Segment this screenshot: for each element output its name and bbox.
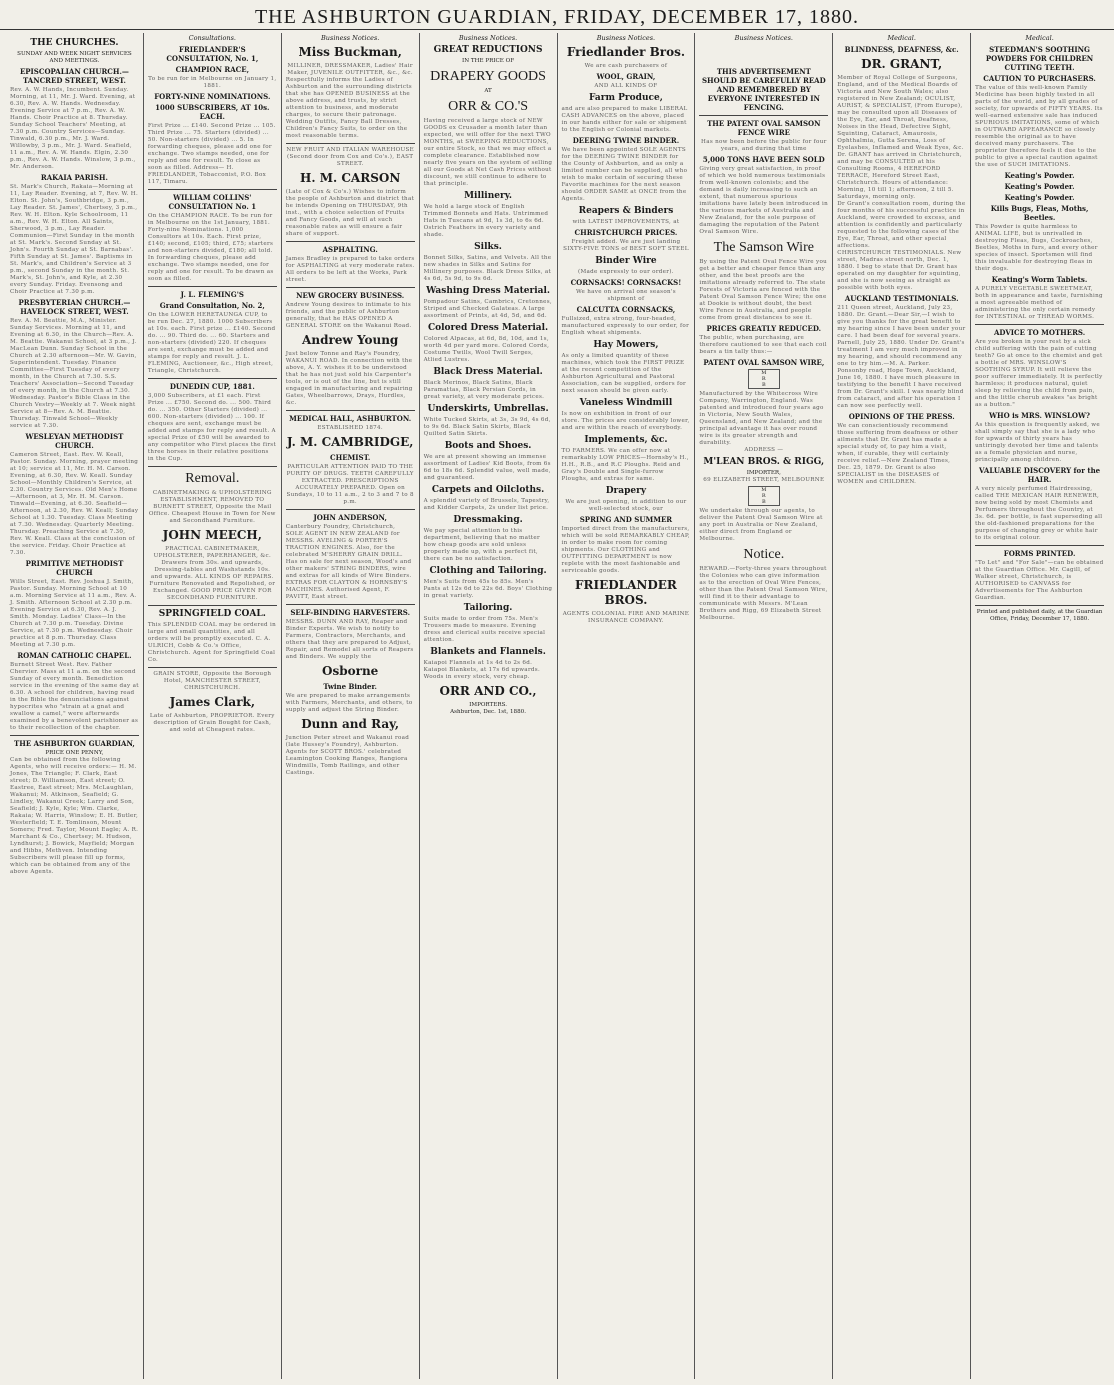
farm-produce: Farm Produce, <box>589 93 663 103</box>
wesleyan-heading: WESLEYAN METHODIST CHURCH. <box>25 432 124 450</box>
hay-mowers: Hay Mowers, <box>593 340 659 350</box>
tailoring-heading: Tailoring. <box>463 603 513 613</box>
primitive-heading: PRIMITIVE METHODIST CHURCH <box>25 559 124 577</box>
collins-consultation: WILLIAM COLLINS' CONSULTATION No. 1 <box>168 193 257 211</box>
patent-wire-heading: THE PATENT OVAL SAMSON FENCE WIRE <box>707 119 821 137</box>
friedlander-bros: Friedlander Bros. <box>566 45 686 59</box>
blindness-heading: BLINDNESS, DEAFNESS, &c. <box>844 45 959 54</box>
grand-consultation: Grand Consultation, No. 2, <box>159 301 265 310</box>
column-medical-2: Medical. STEEDMAN'S SOOTHING POWDERS FOR CHILDREN CUTTING TEETH. CAUTION TO PURCHASERS. The value of this well-known Family Medicine has been highly tested in all parts of the world, and by all grades of society, for upwards of FIFTY YEARS. Its well-earned extensive sale has induced SPURIOUS IMITATIONS, some of which in OUTWARD APPEARANCE so closely resemble the original as to have deceived many purchasers. The proprietor therefore feels it due to the public to give a special caution against the use of SUCH IMITATIONS. Keating's Powder. Keating's Powder. Keating's Powder. Kills Bugs, Fleas, Moths, Beetles. This Powder is quite harmless to ANIMAL LIFE, but is unrivalled in destroying Fleas, Bugs, Cockroaches, Beetles, Moths in furs, and every other species of insect. Sportsmen will find this invaluable for destroying fleas in their dogs. Keating's Worm Tablets. A PURELY VEGETABLE SWEETMEAT, both in appearance and taste, furnishing a most agreeable method of administering the only certain remedy for INTESTINAL or THREAD WORMS. ADVICE TO MOTHERS. Are you broken in your rest by a sick child suffering with the pain of cutting teeth? Go at once to the chemist and get a bottle of MRS. WINSLOW'S SOOTHING SYRUP. It will relieve the poor sufferer immediately. It is perfectly harmless; it produces natural, quiet sleep by relieving the child from pain, and the little cherub awakes "as bright as a button." WHO is MRS. WINSLOW? As this question is frequently asked, we shall simply say that she is a lady who for upwards of thirty years has untiringly devoted her time and talents as a female physician and nurse, principally among children. VALUABLE DISCOVERY for the HAIR. A very nicely perfumed Hairdressing, called THE MEXICAN HAIR RENEWER, now being sold by most Chemists and Perfumers throughout the Country, at 3s. 6d. per bottle, is fast superseding all the old-fashioned preparations for the purpose of changing grey or white hair to its original colour. FORMS PRINTED. "To Let" and "For Sale"—can be obtained at the Guardian Office. Mr. Cagill, of Walker street, Christchurch, is AUTHORISED to CANVASS for Advertisements for The Ashburton Guardian. Printed and published daily, at the Guardian Office, Friday, December 17, 1880. <box>975 34 1104 622</box>
asphalting-heading: ASPHALTING. <box>322 245 378 254</box>
calcutta-cornsacks: CALCUTTA CORNSACKS, <box>576 305 676 314</box>
business-column-head-1: Business Notices. <box>321 34 380 42</box>
column-medical-1: Medical. BLINDNESS, DEAFNESS, &c. DR. GRANT, Member of Royal College of Surgeons, England, and of the Medical Boards of Victoria and New South Wales; also registered in New Zealand; OCULIST, AURIST, & SPECIALIST, (From Europe), may be consulted upon all Diseases of the Eye, Ear, and Throat, Deafness, Noises in the Head, Defective Sight, Squinting, Cataract, Amaurosis, Ophthalmia, Gutta Serena, Loss of Eyelashes, Inflamed and Weak Eyes, &c. Dr. GRANT has arrived in Christchurch, and may be CONSULTED at his Consulting Rooms, 4 HEREFORD TERRACE, Hereford Street East, Christchurch. Hours of attendance: Morning, 10 till 1; afternoon, 2 till 5. Saturdays, morning only. Dr Grant's consultation room, during the four months of his successful practice in Auckland, were crowded to excess, and attention is confidently and particularly requested to the following cases of the Eye, Ear, Throat, and other special affections. CHRISTCHURCH TESTIMONIALS. New street, Madras street north, Dec. 1, 1880. I beg to state that Dr. Grant has operated on my daughter for squinting, and she is now seeing as straight as possible with both eyes. AUCKLAND TESTIMONIALS. 211 Queen street, Auckland, July 23, 1880. Dr. Grant.—Dear Sir,—I wish to give you thanks for the great benefit to my hearing since I have been under your care. I had been deaf for several years. Parnell, July 25, 1880. Under Dr. Grant's treatment I am very much improved in my hearing, and should recommend any one to try him.—M. A. Parker. Ponsonby road, Hope Town, Auckland, June 16, 1880. I have much pleasure in testifying to the benefit I have received from Dr. Grant's skill. I was nearly blind from cataract, and after his operation I can now see perfectly well. OPINIONS OF THE PRESS. We can conscientiously recommend those suffering from deafness or other ailments that Dr. Grant has made a special study of, to pay him a visit, when, if curable, they will certainly receive relief.—New Zealand Times, Dec. 25, 1879. Dr. Grant is also SPECIALIST in the DISEASES of WOMEN and CHILDREN. <box>833 33 971 1379</box>
nominations-line: FORTY-NINE NOMINATIONS. <box>154 92 271 101</box>
blankets-heading: Blankets and Flannels. <box>430 647 546 657</box>
winslow-heading: WHO is MRS. WINSLOW? <box>989 411 1090 420</box>
worm-tablets: Keating's Worm Tablets. <box>991 275 1088 284</box>
cambridge-name: J. M. CAMBRIDGE, <box>286 435 414 449</box>
samson-wire-heading: The Samson Wire <box>713 240 814 255</box>
binder-wire: Binder Wire <box>595 256 657 266</box>
kills-bugs: Kills Bugs, Fleas, Moths, Beetles. <box>990 204 1089 222</box>
springfield-heading: SPRINGFIELD COAL. <box>158 609 266 619</box>
reductions-heading: GREAT REDUCTIONS <box>433 45 543 55</box>
medical-column-head-2: Medical. <box>1025 34 1054 42</box>
drapery-goods: DRAPERY GOODS <box>430 69 546 84</box>
column-business-4: Business Notices. THIS ADVERTISEMENT SHOULD BE CAREFULLY READ AND REMEMBERED BY EVERYONE INTERESTED IN FENCING. THE PATENT OVAL SAMSON FENCE WIRE Has now been before the public for four years, and during that time 5,000 TONS HAVE BEEN SOLD Giving very great satisfaction, in proof of which we hold numerous testimonials from well-known colonists; and the demand is daily increasing to such an extent, that numerous spurious imitations have lately been introduced in the various markets of Australia and New Zealand, for the sole purpose of damaging the reputation of the Patent Oval Samson Wire. The Samson Wire By using the Patent Oval Fence Wire you get a better and cheaper fence than any other, and the best proofs are the imitations already referred to. The state Forests of Victoria are fenced with the Patent Oval Samson Fence Wire; the one at Dookie is without doubt, the best Wire Fence in Australia, and people come from great distances to see it. PRICES GREATLY REDUCED. The public, when purchasing, are therefore cautioned to see that each coil bears a tin tally thus:— PATENT OVAL SAMSON WIRE, M R B Manufactured by the Whitecross Wire Company, Warrington, England. Was patented and introduced four years ago in Victoria, New South Wales, Queensland, and New Zealand; and the principal advantage it has over round wire is its greater strength and durability. ADDRESS — M'LEAN BROS. & RIGG, IMPORTER, 69 ELIZABETH STREET, MELBOURNE M R B We undertake through our agents, to deliver the Patent Oval Samson Wire at any port in Australia or New Zealand, either direct from England or Melbourne. Notice. REWARD.—Forty-three years throughout the Colonies who can give information as to the erection of Oval Wire Fences, other than the Patent Oval Samson Wire, will find it to their advantage to communicate with Messrs. M'Lean Brothers and Rigg, 69 Elizabeth Street Melbourne. <box>695 33 833 1379</box>
masthead: THE ASHBURTON GUARDIAN, FRIDAY, DECEMBER 17, 1880. <box>0 0 1114 30</box>
business-column-head-3: Business Notices. <box>596 34 656 42</box>
clothing-heading: Clothing and Tailoring. <box>429 566 547 576</box>
hair-discovery: VALUABLE DISCOVERY for the HAIR. <box>979 466 1101 484</box>
prices-reduced: PRICES GREATLY REDUCED. <box>706 324 822 333</box>
spring-summer: SPRING AND SUMMER <box>579 515 673 524</box>
trade-mark-2: M R B <box>748 486 780 506</box>
christchurch-prices: CHRISTCHURCH PRICES. <box>574 228 678 237</box>
keating-powder-3: Keating's Powder. <box>1004 193 1075 202</box>
caution-heading: CAUTION TO PURCHASERS. <box>983 74 1096 83</box>
business-column-head-2: Business Notices. <box>458 34 518 42</box>
implements-heading: Implements, &c. <box>584 435 668 445</box>
business-column-head-4: Business Notices. <box>734 34 793 42</box>
guardian-heading: THE ASHBURTON GUARDIAN, <box>14 739 135 748</box>
advertisement-notice: THIS ADVERTISEMENT SHOULD BE CAREFULLY READ AND REMEMBERED BY EVERYONE INTERESTED IN FENCING. <box>701 67 826 112</box>
harvesters-heading: SELF-BINDING HARVESTERS. <box>290 608 411 617</box>
wool-grain: WOOL, GRAIN, <box>596 72 656 81</box>
twine-binder: Twine Binder. <box>323 682 377 691</box>
column-business-1: Business Notices. Miss Buckman, MILLINER, DRESSMAKER, Ladies' Hair Maker, JUVENILE OUTFITTER, &c., &c. Respectfully informs the Ladies of Ashburton and the surrounding districts that she has OPENED BUSINESS at the above address, and trusts, by strict attention to business, and moderate charges, to secure their patronage. Wedding Outfits, Fancy Ball Dresses, Children's Fancy Suits, to order on the most reasonable terms. NEW FRUIT AND ITALIAN WAREHOUSE (Second door from Cox and Co's.), EAST STREET. H. M. CARSON (Late of Cox & Co's.) Wishes to inform the people of Ashburton and district that he intends Opening on THURSDAY, 9th inst., with a choice selection of Fruits and Fancy Goods, and will at such reasonable rates as will ensure a fair share of support. ASPHALTING. James Bradley is prepared to take orders for ASPHALTING at very moderate rates. All orders to be left at the Works, Park street. NEW GROCERY BUSINESS. Andrew Young desires to intimate to his friends, and the public of Ashburton generally, that he HAS OPENED A GENERAL STORE on the Wakanui Road. Andrew Young Just below Tonne and Ray's Foundry, WAKANUI ROAD. In connection with the above, A. Y. wishes it to be understood that he has not just sold his Carpenter's tools, or is out of the line, but is still engaged in manufacturing and repairing Gates, Wheelbarrows, Drays, Hurdles, &c. MEDICAL HALL, ASHBURTON. ESTABLISHED 1874. J. M. CAMBRIDGE, CHEMIST. PARTICULAR ATTENTION PAID TO THE PURITY OF DRUGS. TEETH CAREFULLY EXTRACTED. PRESCRIPTIONS ACCURATELY PREPARED. Open on Sundays, 10 to 11 a.m., 2 to 3 and 7 to 8 p.m. JOHN ANDERSON, Canterbury Foundry, Christchurch, SOLE AGENT IN NEW ZEALAND for MESSRS. AVELING & PORTER'S TRACTION ENGINES. Also, for the celebrated M'SHERRY GRAIN DRILL. Has on sale for next season, Wood's and other makers' STRING BINDERS, wire and extras for all kinds of Wire Binders. EXTRAS FOR CLAYTON & HORNSBY'S MACHINES. Authorised Agent, F. PAVITT, East street. SELF-BINDING HARVESTERS. MESSRS. DUNN AND RAY, Reaper and Binder Experts. We wish to notify to Farmers, Contractors, Merchants, and others that they are prepared to Adjust, Repair, and Remodel all sorts of Reapers and Binders. We supply the Osborne Twine Binder. We are prepared to make arrangements with Farmers, Merchants, and others, to supply and adjust the String Binder. Dunn and Ray, Junction Peter street and Wakanui road (late Hussey's Foundry), Ashburton. Agents for SCOTT BROS.' celebrated Leamington Cooking Ranges, Rangiora Windmills, Tomb Railings, and other Castings. <box>282 33 420 1379</box>
orr-date: Ashburton, Dec. 1st, 1880. <box>450 709 526 715</box>
boots-heading: Boots and Shoes. <box>444 441 532 451</box>
vaneless-windmill: Vaneless Windmill <box>579 398 673 408</box>
tons-sold: 5,000 TONS HAVE BEEN SOLD <box>702 155 825 164</box>
champion-race: CHAMPION RACE, <box>175 65 250 74</box>
orr-importers: IMPORTERS. <box>469 702 507 708</box>
umbrellas-heading: Underskirts, Umbrellas. <box>427 404 549 414</box>
importer-line: IMPORTER, <box>746 470 781 476</box>
advice-mothers: ADVICE TO MOTHERS. <box>993 328 1086 337</box>
medical-column-head-1: Medical. <box>887 34 916 42</box>
column-churches: THE CHURCHES. SUNDAY AND WEEK NIGHT SERVICES AND MEETINGS. EPISCOPALIAN CHURCH.—TANCRED STREET, WEST. Rev. A. W. Hands, Incumbent. Sunday. Morning, at 11, Mr. J. Ward. Evening, at 6.30, Rev. A. W. Hands. Wednesday. Evening Service at 7 p.m., Rev. A. W. Hands. Choir Practice at 8. Thursday. Sunday School Teachers' Meeting, at 7.30 p.m. Country Services—Sunday. Tinwald, 6.30 p.m., Mr. J. Ward. Willowby, 3 p.m., Mr. J. Ward. Seafield, 11 a.m., Rev. A. W. Hands. Elgin, 2.30 p.m., Rev. A. W. Hands. Winslow, 3 p.m., Mr. Anderson. RAKAIA PARISH. St. Mark's Church, Rakaia—Morning at 11, Lay Reader. Evening, at 7, Rev. W. H. Elton. St. John's, Southbridge, 3 p.m., Lay Reader. St. James', Chertsey, 3 p.m., Rev. W. H. Elton. Kyle Schoolroom, 11 a.m., Rev. W. H. Elton. All Saints, Sherwood, 3 p.m., Lay Reader. Communion—First Sunday in the month at St. Mark's. Second Sunday at St. John's. Fourth Sunday at St. Barnabas'. Fifth Sunday at St. James'. Baptisms in St. Mark's, and Children's Service at 3 p.m., second Sunday in the month. St. Mark's, St. John's, and Kyle, at 2.30 every Sunday. Friday. Evensong and Choir Practice at 7.30 p.m. PRESBYTERIAN CHURCH.—HAVELOCK STREET, WEST. Rev. A. M. Beattie, M.A., Minister. Sunday Services. Morning at 11, and Evening at 6.30, in the Church—Rev. A. M. Beattie. Wakanui School, at 3 p.m., J. MacLean Dunn. Sunday School in the Church at 2.30 afternoon—Mr. W. Gavin, Superintendent. Tuesday. Finance Committee—First Tuesday of every month, in the Church at 7.30. S.S. Teachers' Association—Second Tuesday of every month, in the Church at 7.30. Wednesday. Pastor's Bible Class in the Church Vestry—Weekly at 7. Week night Service at 8—Rev. A. M. Beattie. Thursday. Tinwald School—Weekly service at 7.30. WESLEYAN METHODIST CHURCH. Cameron Street, East. Rev. W. Keall, Pastor. Sunday. Morning, prayer meeting at 10; service at 11, Mr. H. M. Carson. Evening, at 6.30, Rev. W. Keall. Sunday School—Monthly Children's Service, at 2.30. Country Services. Old Men's Home—Afternoon, at 3, Mr. H. M. Carson. Tinwald—Evening, at 6.30. Seafield—Afternoon, at 2.30, Rev. W. Keall; Sunday School at 1.30. Tuesday. Class Meeting at 7.30. Wednesday. Quarterly Meeting. Thursday. Preaching Service at 7.30, Rev. W. Keall. Class at the conclusion of the service. Friday. Choir Practice at 7.30. PRIMITIVE METHODIST CHURCH Wills Street, East. Rev. Joshua J. Smith, Pastor. Sunday. Morning School at 10 a.m. Morning Service at 11 a.m., Rev. A. J. Smith. Afternoon School at 2.30 p.m. Evening Service at 6.30, Rev. A. J. Smith. Monday. Ladies' Class—In the Church at 7.30 p.m. Tuesday. Divine Service, at 7.30 p.m. Wednesday. Choir practice at 8 p.m. Thursday. Class Meeting at 7.30 p.m. ROMAN CATHOLIC CHAPEL. Burnett Street West. Rev. Father Chervier. Mass at 11 a.m. on the second Sunday of every month. Benediction service in the evening of the same day at 6.30. A school for children, having read in the Bible the denunciations against hypocrites who "strain at a gnat and swallow a camel," were afterwards examined by a benevolent parishioner as to their recollection of the chapter. THE ASHBURTON GUARDIAN, PRICE ONE PENNY, Can be obtained from the following Agents, who will receive orders:— H. M. Jones, The Triangle; F. Clark, East street; D. Williamson, East street; O. Eastree, East street; Mrs. McLaughlan, Wakanui; M. Atkinson, Seafield; G. Lindley, Wakanui Creek; Larry and Son, Seafield; J. Kyle, Kyle; Wm. Clarke, Rakaia; W. Harris, Winslow; E. H. Butler, Westerfield; T. E. Tomlinson, Mount Somers; Fred. Taylor, Mount Eagle; A. R. Marchant & Co., Chertsey; M. Hudson, Lyndhurst; J. Bowick, Mayfield; Morgan and Hibbs, Methven. Intending Subscribers will please fill up forms, which can be obtained from any of the above Agents. <box>6 33 144 1379</box>
black-heading: Black Dress Material. <box>433 367 543 377</box>
column-consultations: Consultations. FRIEDLANDER'S CONSULTATION, No. 1, CHAMPION RACE, To be run for in Melbourne on January 1, 1881. FORTY-NINE NOMINATIONS. 1000 SUBSCRIBERS, AT 10s. EACH. First Prize ... £140. Second Prize ... 105. Third Prize ... 75. Starters (divided) ... 50. Non-starters (divided) ... 5. In forwarding cheques, please add one for exchange. Two stamps needed, one for reply and one for result. To close as soon as filled. Address— H. FRIEDLANDER, Tobacconist, P.O. Box 117, Timaru. WILLIAM COLLINS' CONSULTATION No. 1 On the CHAMPION RACE. To be run for in Melbourne on the 1st January, 1881. Forty-nine Nominations. 1,000 Consultors at 10s. Each. First prize, £140; second, £105; third, £75; starters and non-starters divided, £180; all told. In forwarding cheques, please add exchange. Two stamps needed, one for reply and one for result. To be drawn as soon as filled. J. L. FLEMING'S Grand Consultation, No. 2, On the LOWER HERETAUNGA CUP, to be run Dec. 27, 1880. 1000 Subscribers at 10s. each. First prize ... £140. Second do. ... 90. Third do. ... 60. Starters and non-starters (divided) 220. If cheques are sent, exchange must be added and stamps for reply and result. J. L. FLEMING, Auctioneer, &c., High street, Triangle, Christchurch. DUNEDIN CUP, 1881. 3,000 Subscribers, at £1 each. First Prize ... £750. Second do. ... 500. Third do. ... 350. Other Starters (divided) ... 600. Non-starters (divided) ... 100. If cheques are sent, exchange must be added and stamps for reply and result. A special Prize of £50 will be awarded to any competitor who First places the first three horses in their relative positions in the Cup. Removal. CABINETMAKING & UPHOLSTERING ESTABLISHMENT, REMOVED TO BURNETT STREET, Opposite the Mail Office. Cheapest House in Town for New and Secondhand Furniture. JOHN MEECH, PRACTICAL CABINETMAKER, UPHOLSTERER, PAPERHANGER, &c. Drawers from 30s. and upwards, Dressing-tables and Washstands 10s. and upwards. ALL KINDS OF REPAIRS. Furniture Renovated and Repolished, or Exchanged. GOOD PRICE GIVEN FOR SECONDHAND FURNITURE. SPRINGFIELD COAL. This SPLENDID COAL may be ordered in large and small quantities, and all orders will be promptly executed. C. A. ULRICH, Cobb & Co.'s Office, Christchurch. Agent for Springfield Coal Co. GRAIN STORE, Opposite the Borough Hotel, MANCHESTER STREET, CHRISTCHURCH. James Clark, Late of Ashburton, PROPRIETOR. Every description of Grain Bought for Cash, and sold at Cheapest rates. <box>144 33 282 1379</box>
press-opinions: OPINIONS OF THE PRESS. <box>848 412 955 421</box>
millinery-heading: Millinery. <box>464 191 513 201</box>
anderson-name: JOHN ANDERSON, <box>313 513 387 522</box>
meech-name: JOHN MEECH, <box>162 528 262 542</box>
catholic-heading: ROMAN CATHOLIC CHAPEL. <box>17 651 132 660</box>
churches-heading: THE CHURCHES. <box>30 38 119 48</box>
presbyterian-heading: PRESBYTERIAN CHURCH.—HAVELOCK STREET, WEST. <box>18 298 131 316</box>
carpets-heading: Carpets and Oilcloths. <box>431 485 545 495</box>
orr-co-heading: ORR & CO.'S <box>448 99 529 114</box>
friedlander-consultation: FRIEDLANDER'S CONSULTATION, No. 1, <box>166 45 259 63</box>
notice-heading: Notice. <box>743 547 785 562</box>
oval-samson-wire: PATENT OVAL SAMSON WIRE, <box>703 358 825 367</box>
clark-name: James Clark, <box>169 695 256 709</box>
rakaia-heading: RAKAIA PARISH. <box>40 173 108 182</box>
column-business-3: Business Notices. Friedlander Bros. We are cash purchasers of WOOL, GRAIN, AND ALL KINDS OF Farm Produce, and are also prepared to make LIBERAL CASH ADVANCES on the above, placed in our hands either for sale or shipment to the English or Colonial markets. DEERING TWINE BINDER. We have been appointed SOLE AGENTS for the DEERING TWINE BINDER for the County of Ashburton, and as only a limited number can be supplied, all who wish to make certain of securing these Favorite machines for the next season should ORDER SAME at ONCE from the Agents. Reapers & Binders with LATEST IMPROVEMENTS, at CHRISTCHURCH PRICES. Freight added. We are just landing SIXTY-FIVE TONS of BEST SOFT STEEL Binder Wire (Made expressly to our order). CORNSACKS! CORNSACKS! We have on arrival one season's shipment of CALCUTTA CORNSACKS, Fullsized, extra strong, four-headed, manufactured expressly to our order, for English wheat shipments. Hay Mowers, As only a limited quantity of these machines, which took the FIRST PRIZE at the recent competition of the Ashburton Agricultural and Pastoral Association, can be supplied, orders for next season should be given early. Vaneless Windmill Is now on exhibition in front of our store. The prices are considerably lower, and are within the reach of everybody. Implements, &c. TO FARMERS. We can offer now at remarkably LOW PRICES—Hornsby's H., H.H., R.B., and R.C Ploughs. Reid and Gray's Double and Single-furrow Ploughs, and extras for same. Drapery We are just opening, in addition to our well-selected stock, our SPRING AND SUMMER Imported direct from the manufacturers, which will be sold REMARKABLY CHEAP, in order to make room for coming shipments. Our CLOTHING and OUTFITTING DEPARTMENT is now replete with the most fashionable and serviceable goods. FRIEDLANDER BROS. AGENTS COLONIAL FIRE AND MARINE INSURANCE COMPANY. <box>558 33 696 1379</box>
keating-powder-2: Keating's Powder. <box>1004 182 1075 191</box>
buckman-name: Miss Buckman, <box>298 45 402 59</box>
auckland-testimonials: AUCKLAND TESTIMONIALS. <box>844 294 959 303</box>
young-name: Andrew Young <box>302 333 399 347</box>
trade-mark-1: M R B <box>748 369 780 389</box>
carson-name: H. M. CARSON <box>300 171 401 185</box>
grocery-heading: NEW GROCERY BUSINESS. <box>296 291 405 300</box>
chemist-line: CHEMIST. <box>330 453 371 462</box>
reapers-heading: Reapers & Binders <box>578 206 674 216</box>
dr-grant-name: DR. GRANT, <box>861 57 943 71</box>
subscribers-line: 1000 SUBSCRIBERS, AT 10s. EACH. <box>155 103 270 121</box>
drapery-heading-5: Drapery <box>605 486 647 496</box>
osborne-name: Osborne <box>322 664 379 678</box>
keating-powder-1: Keating's Powder. <box>1004 171 1075 180</box>
dressmaking-heading: Dressmaking. <box>453 515 523 525</box>
at-line: AT <box>484 88 492 94</box>
consultations-column-head: Consultations. <box>188 34 236 42</box>
mclean-bros-rigg: M'LEAN BROS. & RIGG, <box>703 457 825 467</box>
churches-subheading: SUNDAY AND WEEK NIGHT SERVICES AND MEETINGS. <box>17 51 132 64</box>
fleming-consultation-1: J. L. FLEMING'S <box>180 290 244 299</box>
imprint-footer: Printed and published daily, at the Guardian Office, Friday, December 17, 1880. <box>976 609 1103 622</box>
in-price-line: IN THE PRICE OF <box>461 58 515 64</box>
removal-heading: Removal. <box>185 471 240 486</box>
forms-printed: FORMS PRINTED. <box>1003 549 1076 558</box>
colored-heading: Colored Dress Material. <box>427 323 549 333</box>
columns <box>6 33 1108 1379</box>
column-business-2: Business Notices. GREAT REDUCTIONS IN THE PRICE OF DRAPERY GOODS AT ORR & CO.'S Having received a large stock of NEW GOODS ex Crusader a month later than expected, we will offer for the next TWO MONTHS, at SWEEPING REDUCTIONS, our entire Stock, so that we may effect a complete clearance. Established now nearly five years on the system of selling all our Goods at Net Cash Prices without discount, we still continue to adhere to that principle. Millinery. We hold a large stock of English Trimmed Bonnets and Hats. Untrimmed Hats in Tuscans at 9d, 1s 3d, to 6s 6d. Ostrich Feathers in every variety and shade. Silks. Bonnet Silks, Satins, and Velvets. All the new shades in Silks and Satins for Millinery purposes. Black Dress Silks, at 4s 6d, 5s 9d, to 9s 6d. Washing Dress Material. Pompadour Satins, Cambrics, Cretonnes, Striped and Checked Galateas. A large assortment of Prints, at 4d, 5d, and 6d. Colored Dress Material. Colored Alpacas, at 6d, 8d, 10d, and 1s, worth 4d per yard more. Colored Cords, Costume Twills, Wool Twill Serges, Atlied Lustres. Black Dress Material. Black Merinos, Black Satins, Black Paramattas, Black Persian Cords, in great variety, at very moderate prices. Underskirts, Umbrellas. White Tucked Skirts, at 3s, 3s 9d, 4s 6d, to 9s 6d. Black Satin Skirts, Black Quilted Satin Skirts. Boots and Shoes. We are at present showing an immense assortment of Ladies' Kid Boots, from 6s 6d to 18s 6d. Splendid value, well made, and guaranteed. Carpets and Oilcloths. A splendid variety of Brussels, Tapestry, and Kidder Carpets, 2s under list price. Dressmaking. We pay special attention to this department, believing that no matter how cheap goods are sold unless properly made up, with a perfect fit, there can be no satisfaction. Clothing and Tailoring. Men's Suits from 45s to 85s. Men's Pants at 12s 6d to 22s 6d. Boys' Clothing in great variety. Tailoring. Suits made to order from 75s. Men's Trousers made to measure. Evening dress and clerical suits receive special attention. Blankets and Flannels. Kaiapoi Flannels at 1s 4d to 2s 6d. Kaiapoi Blankets, at 17s 6d upwards. Woods in every stock, very cheap. ORR AND CO., IMPORTERS. Ashburton, Dec. 1st, 1880. <box>420 33 558 1379</box>
silks-heading: Silks. <box>474 242 502 252</box>
friedlander-bros-footer: FRIEDLANDER BROS. <box>574 578 677 607</box>
cornsacks-heading: CORNSACKS! CORNSACKS! <box>570 278 682 287</box>
steedman-heading: STEEDMAN'S SOOTHING POWDERS FOR CHILDREN CUTTING TEETH. <box>985 45 1094 72</box>
episcopalian-heading: EPISCOPALIAN CHURCH.—TANCRED STREET, WEST. <box>19 67 129 85</box>
price-line: PRICE ONE PENNY, <box>45 750 104 756</box>
dunn-ray-name: Dunn and Ray, <box>301 717 400 731</box>
washing-heading: Washing Dress Material. <box>426 286 551 296</box>
deering-heading: DEERING TWINE BINDER. <box>572 136 680 145</box>
dunedin-cup: DUNEDIN CUP, 1881. <box>169 382 255 391</box>
orr-and-co: ORR AND CO., <box>439 684 537 698</box>
medical-hall: MEDICAL HALL, ASHBURTON. <box>289 414 412 423</box>
